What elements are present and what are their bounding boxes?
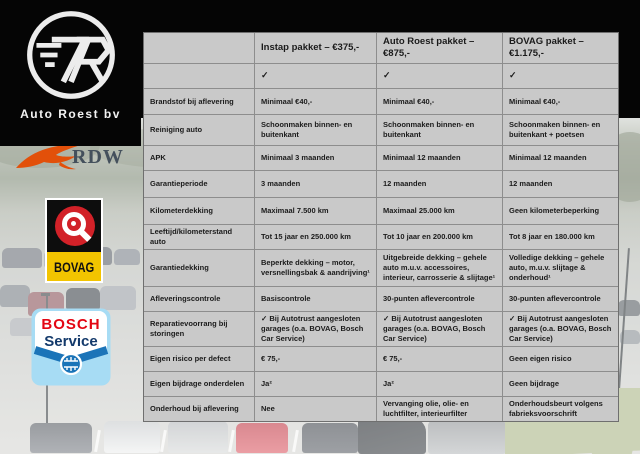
- rdw-wordmark: RDW: [72, 146, 124, 168]
- rdw-logo: [16, 142, 140, 180]
- row-label: Afleveringscontrole: [150, 294, 221, 304]
- table-row: [144, 224, 618, 249]
- value-cell: 12 maanden: [376, 171, 502, 197]
- bovag-circle-icon: [55, 206, 95, 246]
- value-cell: Ja²: [376, 372, 502, 396]
- value-cell: Maximaal 7.500 km: [254, 198, 376, 224]
- row-label: Leeftijd/kilometerstand auto: [150, 227, 233, 246]
- bovag-emblem: [47, 200, 101, 252]
- row-label: Eigen bijdrage onderdelen: [150, 379, 245, 389]
- bosch-service-wordmark: Service: [44, 333, 98, 350]
- row-label: APK: [150, 153, 166, 163]
- value-cell: Minimaal 12 maanden: [502, 146, 618, 170]
- table-row: [144, 346, 618, 371]
- value-cell: ✓ Bij Autotrust aangesloten garages (o.a. BOVAG, Bosch Car Service): [502, 312, 618, 346]
- value-cell: Tot 10 jaar en 200.000 km: [376, 225, 502, 249]
- bosch-service-logo: [31, 308, 111, 386]
- value-cell: Minimaal €40,-: [502, 89, 618, 114]
- table-row: [144, 286, 618, 311]
- table-row: [144, 114, 618, 145]
- header-bovag-pakket: BOVAG pakket – €1.175,-: [502, 33, 618, 63]
- value-cell: Nee: [254, 397, 376, 421]
- value-cell: 3 maanden: [254, 171, 376, 197]
- table-row: [144, 197, 618, 224]
- value-cell: Tot 8 jaar en 180.000 km: [502, 225, 618, 249]
- row-label: Onderhoud bij aflevering: [150, 404, 239, 414]
- brand-name: Auto Roest bv: [20, 107, 121, 121]
- value-cell: ✓ Bij Autotrust aangesloten garages (o.a. BOVAG, Bosch Car Service): [376, 312, 502, 346]
- value-cell: Schoonmaken binnen- en buitenkant: [376, 115, 502, 145]
- comparison-table: [143, 32, 619, 422]
- value-cell: Ja²: [254, 372, 376, 396]
- value-cell: € 75,-: [376, 347, 502, 371]
- value-cell: Uitgebreide dekking – gehele auto m.u.v. accessoires, interieur, carrosserie & slijtage¹: [376, 250, 502, 286]
- row-label: [144, 64, 254, 88]
- bovag-wordmark: BOVAG: [53, 258, 95, 275]
- value-cell: Geen kilometerbeperking: [502, 198, 618, 224]
- value-cell: Minimaal 12 maanden: [376, 146, 502, 170]
- value-cell: Beperkte dekking – motor, versnellingsbak & aandrijving¹: [254, 250, 376, 286]
- check-icon: ✓: [254, 64, 376, 88]
- row-label: Garantiedekking: [150, 263, 209, 273]
- bovag-dot-icon: [71, 221, 76, 226]
- row-label: Brandstof bij aflevering: [150, 96, 234, 106]
- table-row: [144, 371, 618, 396]
- row-label: Garantieperiode: [150, 179, 208, 189]
- table-row: [144, 249, 618, 286]
- value-cell: Tot 15 jaar en 250.000 km: [254, 225, 376, 249]
- table-header-row: [144, 33, 618, 63]
- value-cell: 30-punten aflevercontrole: [502, 287, 618, 311]
- value-cell: Volledige dekking – gehele auto, m.u.v. slijtage & onderhoud¹: [502, 250, 618, 286]
- auto-roest-logo-icon: [23, 7, 119, 103]
- row-label: Reparatievoorrang bij storingen: [150, 319, 228, 338]
- value-cell: € 75,-: [254, 347, 376, 371]
- value-cell: Geen eigen risico: [502, 347, 618, 371]
- value-cell: ✓ Bij Autotrust aangesloten garages (o.a. BOVAG, Bosch Car Service): [254, 312, 376, 346]
- value-cell: Onderhoudsbeurt volgens fabrieksvoorschrift: [502, 397, 618, 421]
- table-row: [144, 396, 618, 421]
- auto-roest-brand-block: [0, 0, 141, 146]
- value-cell: Geen bijdrage: [502, 372, 618, 396]
- row-label: Eigen risico per defect: [150, 354, 231, 364]
- value-cell: Vervanging olie, olie- en luchtfilter, interieurfilter: [376, 397, 502, 421]
- bovag-logo: [45, 198, 103, 283]
- bosch-wordmark: BOSCH: [41, 316, 101, 333]
- table-row: [144, 145, 618, 170]
- check-icon: ✓: [376, 64, 502, 88]
- value-cell: Minimaal €40,-: [254, 89, 376, 114]
- check-icon: ✓: [502, 64, 618, 88]
- table-row: [144, 88, 618, 114]
- value-cell: 30-punten aflevercontrole: [376, 287, 502, 311]
- value-cell: 12 maanden: [502, 171, 618, 197]
- value-cell: Schoonmaken binnen- en buitenkant + poetsen: [502, 115, 618, 145]
- value-cell: Maximaal 25.000 km: [376, 198, 502, 224]
- header-auto-roest-pakket: Auto Roest pakket – €875,-: [376, 33, 502, 63]
- header-empty-cell: [144, 33, 254, 63]
- bovag-tail-icon: [77, 227, 92, 242]
- row-label: Kilometerdekking: [150, 206, 213, 216]
- value-cell: Minimaal 3 maanden: [254, 146, 376, 170]
- table-row-included: [144, 63, 618, 88]
- bosch-badge-icon: [31, 308, 111, 386]
- table-row: [144, 311, 618, 346]
- value-cell: Basiscontrole: [254, 287, 376, 311]
- value-cell: Schoonmaken binnen- en buitenkant: [254, 115, 376, 145]
- bovag-band: [47, 252, 101, 281]
- header-instap-pakket: Instap pakket – €375,-: [254, 33, 376, 63]
- table-row: [144, 170, 618, 197]
- value-cell: Minimaal €40,-: [376, 89, 502, 114]
- row-label: Reiniging auto: [150, 125, 203, 135]
